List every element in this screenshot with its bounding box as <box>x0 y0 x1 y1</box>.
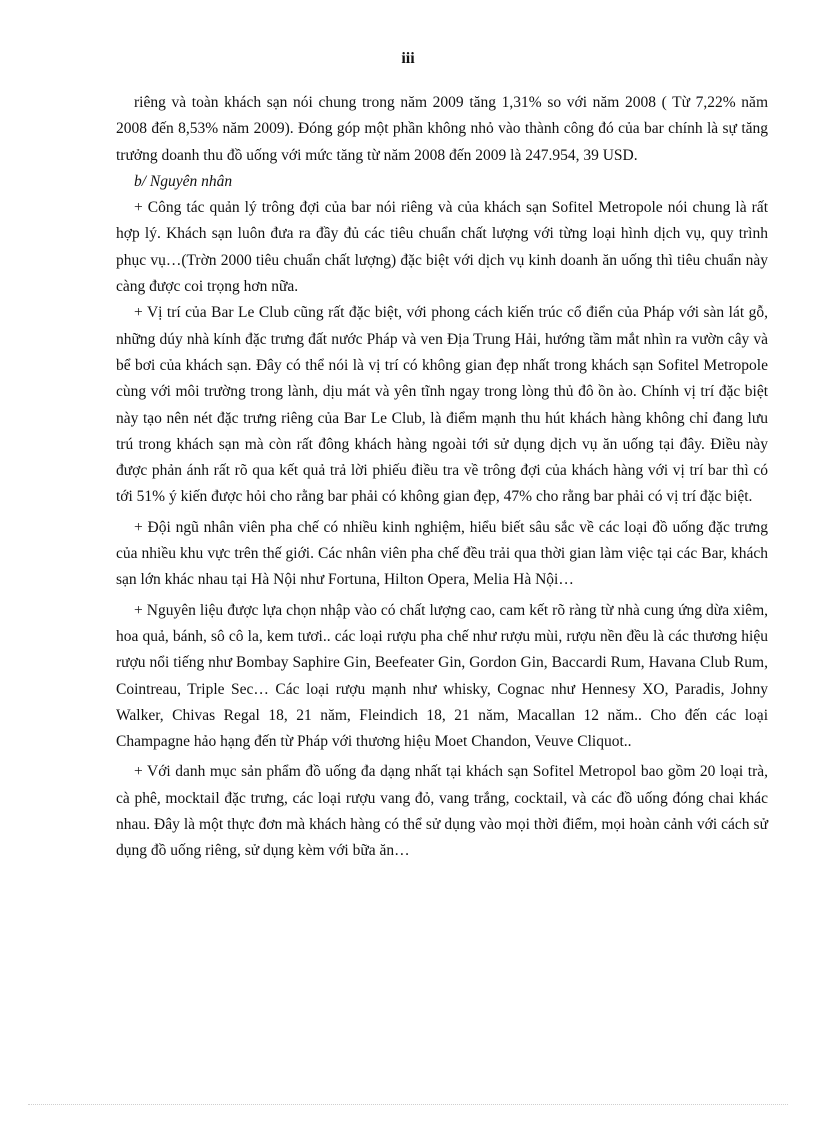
section-heading-nguyen-nhan: b/ Nguyên nhân <box>134 172 233 190</box>
paragraph-ingredients: + Nguyên liệu được lựa chọn nhập vào có chất lượng cao, cam kết rõ ràng từ nhà cung ứng dừa xiêm, hoa quả, bánh, sô cô la, kem tươi.. các loại rượu pha chế như rượu mùi, rượu nền đều là các thương hiệu rượu nổi tiếng như Bombay Saphire Gin, Beefeater Gin, Gordon Gin, Baccardi Rum, Havana Club Rum, Cointreau, Triple Sec… Các loại rượu mạnh như whisky, Cognac như Hennesy XO, Paradis, Johny Walker, Chivas Regal 18, 21 năm, Fleindich 18, 21 năm, Macallan 12 năm.. Cho đến các loại Champagne hảo hạng đến từ Pháp với thương hiệu Moet Chandon, Veuve Cliquot.. <box>116 601 768 751</box>
paragraph-menu: + Với danh mục sản phẩm đồ uống đa dạng nhất tại khách sạn Sofitel Metropol bao gồm 20 loại trà, cà phê, mocktail đặc trưng, các loại rượu vang đỏ, vang trắng, cocktail, và các đồ uống đóng chai khác nhau. Đây là một thực đơn mà khách hàng có thể sử dụng vào mọi thời điểm, mọi hoàn cảnh với cách sử dụng đồ uống riêng, sử dụng kèm với bữa ăn… <box>116 763 768 860</box>
paragraph-location: + Vị trí của Bar Le Club cũng rất đặc biệt, với phong cách kiến trúc cổ điển của Pháp với sàn lát gỗ, những dúy nhà kính đặc trưng đất nước Pháp và ven Địa Trung Hải, hướng tầm mắt nhìn ra vườn cây và bể bơi của khách sạn. Đây có thể nói là vị trí có không gian đẹp nhất trong khách sạn Sofitel Metropole cùng với môi trường trong lành, dịu mát và yên tĩnh ngay trong lòng thủ đô ồn ào. Chính vị trí đặc biệt này tạo nên nét đặc trưng riêng của Bar Le Club, là điểm mạnh thu hút khách hàng không chỉ đang lưu trú trong khách sạn mà còn rất đông khách hàng ngoài tới sử dụng dịch vụ ăn uống tại đây. Điều này được phản ánh rất rõ qua kết quả trả lời phiếu điều tra về trông đợi của khách hàng với vị trí bar thì có tới 51% ý kiến được hỏi cho rằng bar phải có không gian đẹp, 47% cho rằng bar phải có vị trí đặc biệt. <box>116 304 768 506</box>
page-number: iii <box>401 50 415 67</box>
paragraph-staff: + Đội ngũ nhân viên pha chế có nhiều kinh nghiệm, hiểu biết sâu sắc về các loại đồ uống đặc trưng của nhiều khu vực trên thế giới. Các nhân viên pha chế đều trải qua thời gian làm việc tại các Bar, khách sạn lớn khác nhau tại Hà Nội như Fortuna, Hilton Opera, Melia Hà Nội… <box>116 518 768 589</box>
footer-divider <box>28 1104 788 1105</box>
paragraph-intro: riêng và toàn khách sạn nói chung trong năm 2009 tăng 1,31% so với năm 2008 ( Từ 7,22% năm 2008 đến 8,53% năm 2009). Đóng góp một phần không nhỏ vào thành công đó của bar chính là sự tăng trưởng doanh thu đồ uống với mức tăng từ năm 2008 đến 2009 là 247.954, 39 USD. <box>116 94 768 164</box>
paragraph-management: + Công tác quản lý trông đợi của bar nói riêng và của khách sạn Sofitel Metropole nói chung là rất hợp lý. Khách sạn luôn đưa ra đầy đủ các tiêu chuẩn chất lượng với từng loại hình dịch vụ, quy trình phục vụ…(Trờn 2000 tiêu chuẩn chất lượng) đặc biệt với dịch vụ kinh doanh ăn uống thì tiêu chuẩn này càng được coi trọng hơn nữa. <box>116 199 768 296</box>
document-body <box>116 90 768 865</box>
